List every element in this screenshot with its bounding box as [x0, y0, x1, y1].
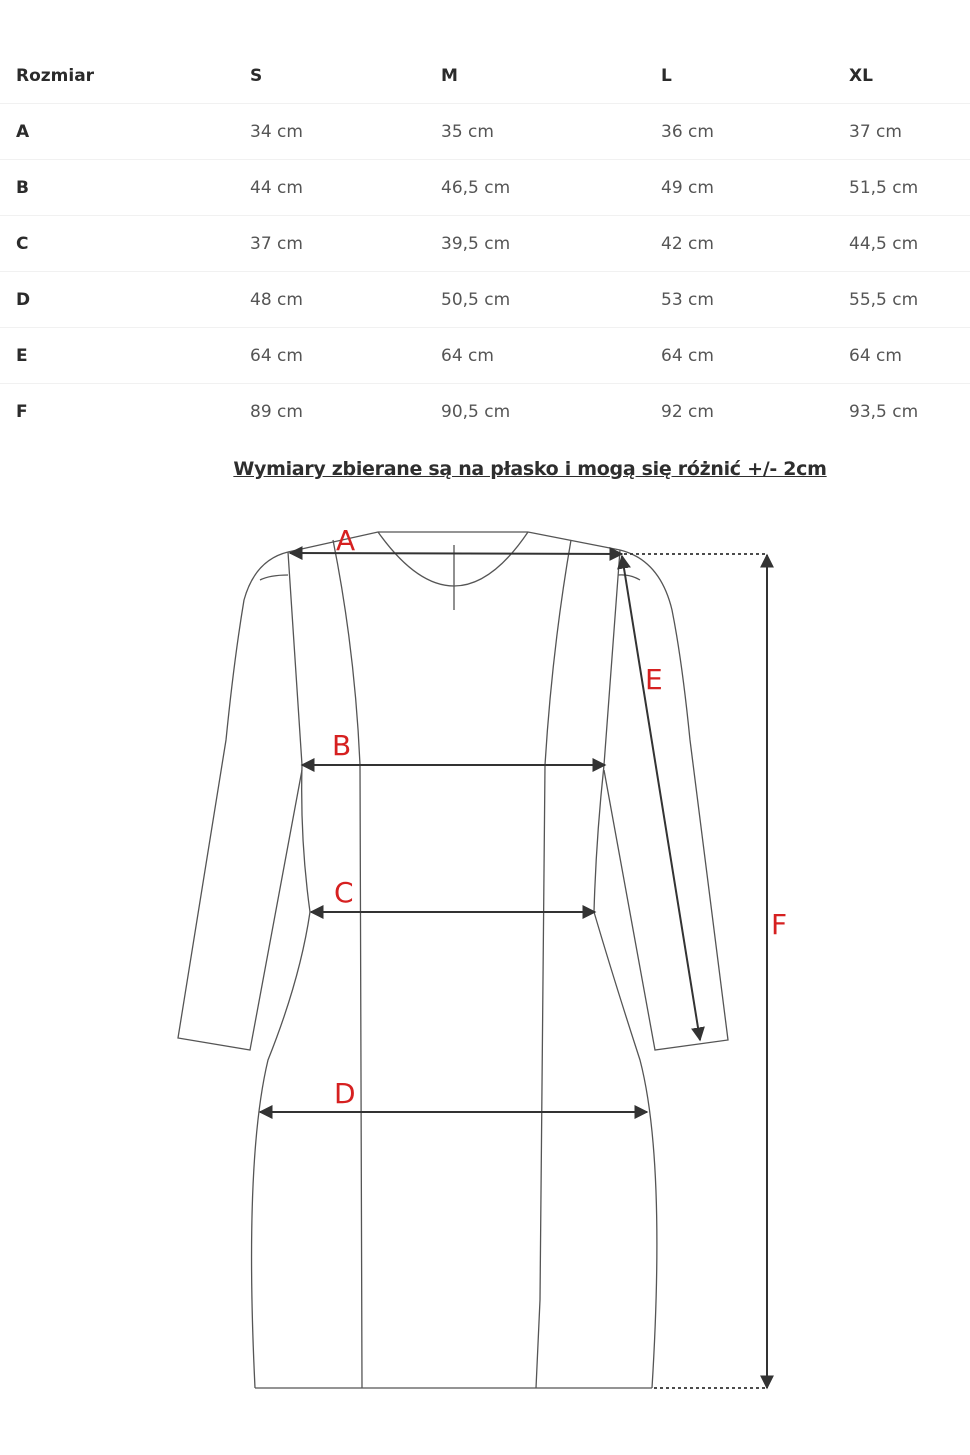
measurement-arrows	[260, 553, 767, 1388]
table-cell: 36 cm	[645, 104, 833, 160]
table-cell: 37 cm	[833, 104, 970, 160]
label-e: E	[645, 663, 663, 696]
header-l: L	[645, 48, 833, 104]
table-cell: 44 cm	[234, 160, 425, 216]
table-cell: 37 cm	[234, 216, 425, 272]
label-d: D	[334, 1077, 356, 1110]
header-s: S	[234, 48, 425, 104]
table-cell: 53 cm	[645, 272, 833, 328]
header-xl: XL	[833, 48, 970, 104]
table-cell: 92 cm	[661, 401, 714, 422]
table-cell: 42 cm	[645, 216, 833, 272]
label-a: A	[336, 524, 356, 557]
dress-outline	[178, 532, 728, 1388]
table-cell: 64 cm	[833, 328, 970, 384]
label-c: C	[334, 876, 354, 909]
table-cell: 48 cm	[234, 272, 425, 328]
table-cell: 50,5 cm	[425, 272, 645, 328]
row-label: E	[0, 328, 234, 384]
table-cell: 93,5 cm	[849, 401, 919, 422]
header-size: Rozmiar	[0, 48, 234, 104]
row-label: F	[16, 401, 28, 422]
table-cell: 39,5 cm	[425, 216, 645, 272]
arrow-e	[622, 556, 700, 1040]
table-cell: 90,5 cm	[441, 401, 511, 422]
table-cell: 64 cm	[234, 328, 425, 384]
table-cell: 89 cm	[250, 401, 303, 422]
table-cell: 44,5 cm	[833, 216, 970, 272]
measurement-note: Wymiary zbierane są na płasko i mogą się różnić +/- 2cm	[233, 458, 827, 480]
table-cell: 55,5 cm	[833, 272, 970, 328]
table-cell: 64 cm	[425, 328, 645, 384]
row-label: C	[0, 216, 234, 272]
table-cell: 46,5 cm	[425, 160, 645, 216]
row-label: D	[0, 272, 234, 328]
table-cell: 34 cm	[234, 104, 425, 160]
row-label: B	[0, 160, 234, 216]
label-f: F	[771, 908, 788, 941]
header-m: M	[425, 48, 645, 104]
table-cell: 35 cm	[425, 104, 645, 160]
row-label: A	[0, 104, 234, 160]
label-b: B	[332, 729, 352, 762]
table-cell: 49 cm	[645, 160, 833, 216]
table-cell: 51,5 cm	[833, 160, 970, 216]
table-cell: 64 cm	[645, 328, 833, 384]
